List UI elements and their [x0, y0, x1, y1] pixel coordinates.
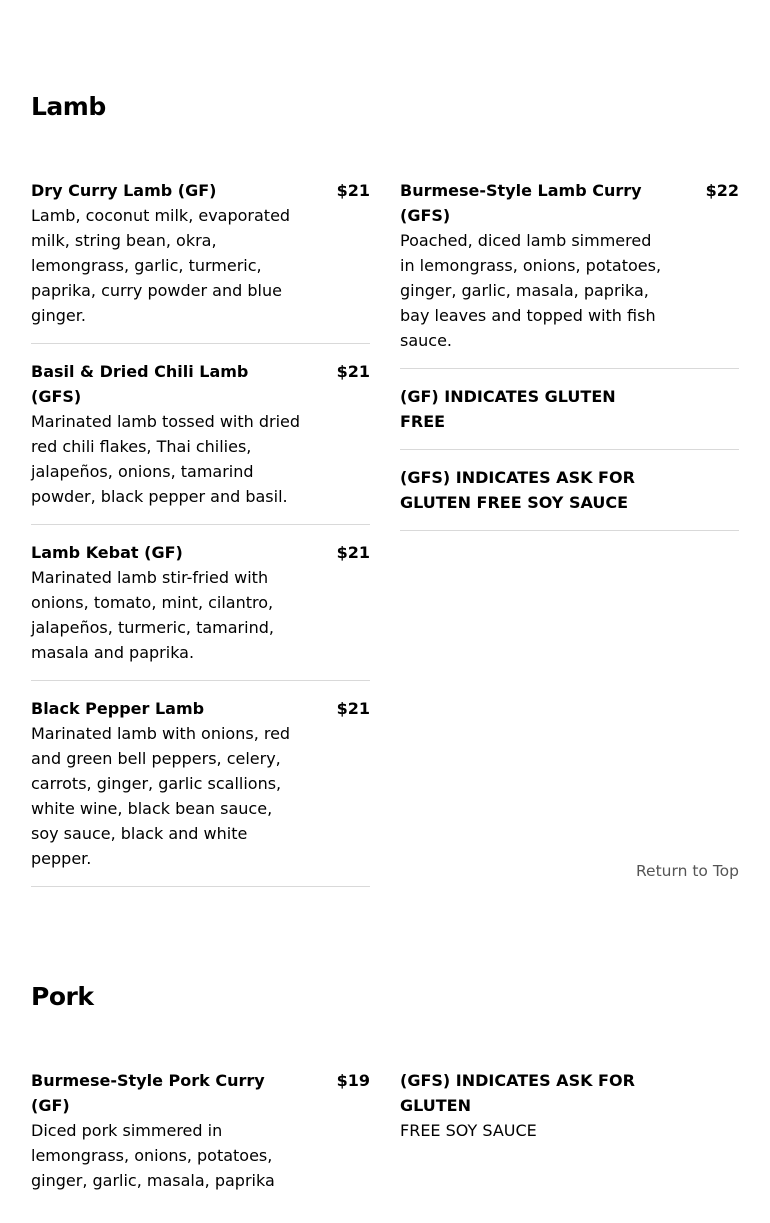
- item-description: Marinated lamb stir-fried with onions, tomato, mint, cilantro, jalapeños, turmeric, tamarind, masala and paprika.: [31, 568, 274, 662]
- item-description: Marinated lamb with onions, red and green bell peppers, celery, carrots, ginger, garlic scallions, white wine, black bean sauce, soy sauce, black and white pepper.: [31, 724, 291, 868]
- item-description: Diced pork simmered in lemongrass, onions, potatoes, ginger, garlic, masala, paprika: [31, 1121, 275, 1190]
- item-price: $21: [336, 543, 370, 562]
- item-name: Burmese-Style Pork Curry (GF): [31, 1071, 265, 1115]
- item-description: Lamb, coconut milk, evaporated milk, string bean, okra, lemongrass, garlic, turmeric, paprika, curry powder and blue ginger.: [31, 206, 291, 325]
- item-description: Marinated lamb tossed with dried red chili flakes, Thai chilies, jalapeños, onions, tamarind powder, black pepper and basil.: [31, 412, 301, 506]
- gluten-free-soy-note: [400, 1068, 739, 1158]
- pork-left-column: [31, 1068, 370, 1223]
- lamb-section-title: Lamb: [31, 92, 106, 121]
- lamb-right-column: [400, 178, 739, 546]
- item-name: Burmese-Style Lamb Curry (GFS): [400, 181, 642, 225]
- menu-item: [31, 696, 370, 887]
- item-name: Basil & Dried Chili Lamb (GFS): [31, 362, 249, 406]
- return-to-top-link[interactable]: Return to Top: [635, 862, 739, 880]
- item-name: Black Pepper Lamb: [31, 699, 205, 718]
- menu-item: [31, 178, 370, 344]
- item-price: $22: [705, 181, 739, 200]
- lamb-left-column: [31, 178, 370, 902]
- note-text: (GF) INDICATES GLUTEN FREE: [400, 387, 616, 431]
- item-description: Poached, diced lamb simmered in lemongrass, onions, potatoes, ginger, garlic, masala, paprika, bay leaves and topped with fish sauce.: [400, 231, 662, 350]
- item-price: $21: [336, 181, 370, 200]
- item-name: Dry Curry Lamb (GF): [31, 181, 217, 200]
- gluten-free-soy-note: [400, 465, 739, 531]
- item-price: $21: [336, 362, 370, 381]
- note-text-continued: FREE SOY SAUCE: [400, 1121, 537, 1140]
- gluten-free-note: [400, 384, 739, 450]
- item-price: $19: [336, 1071, 370, 1090]
- note-text: (GFS) INDICATES ASK FOR GLUTEN FREE SOY SAUCE: [400, 468, 635, 512]
- pork-section-title: Pork: [31, 982, 94, 1011]
- item-name: Lamb Kebat (GF): [31, 543, 183, 562]
- pork-right-column: [400, 1068, 739, 1173]
- item-price: $21: [336, 699, 370, 718]
- menu-item: [31, 359, 370, 525]
- menu-item: [31, 540, 370, 681]
- note-text: (GFS) INDICATES ASK FOR GLUTEN: [400, 1071, 635, 1115]
- menu-item: [31, 1068, 370, 1208]
- menu-item: [400, 178, 739, 369]
